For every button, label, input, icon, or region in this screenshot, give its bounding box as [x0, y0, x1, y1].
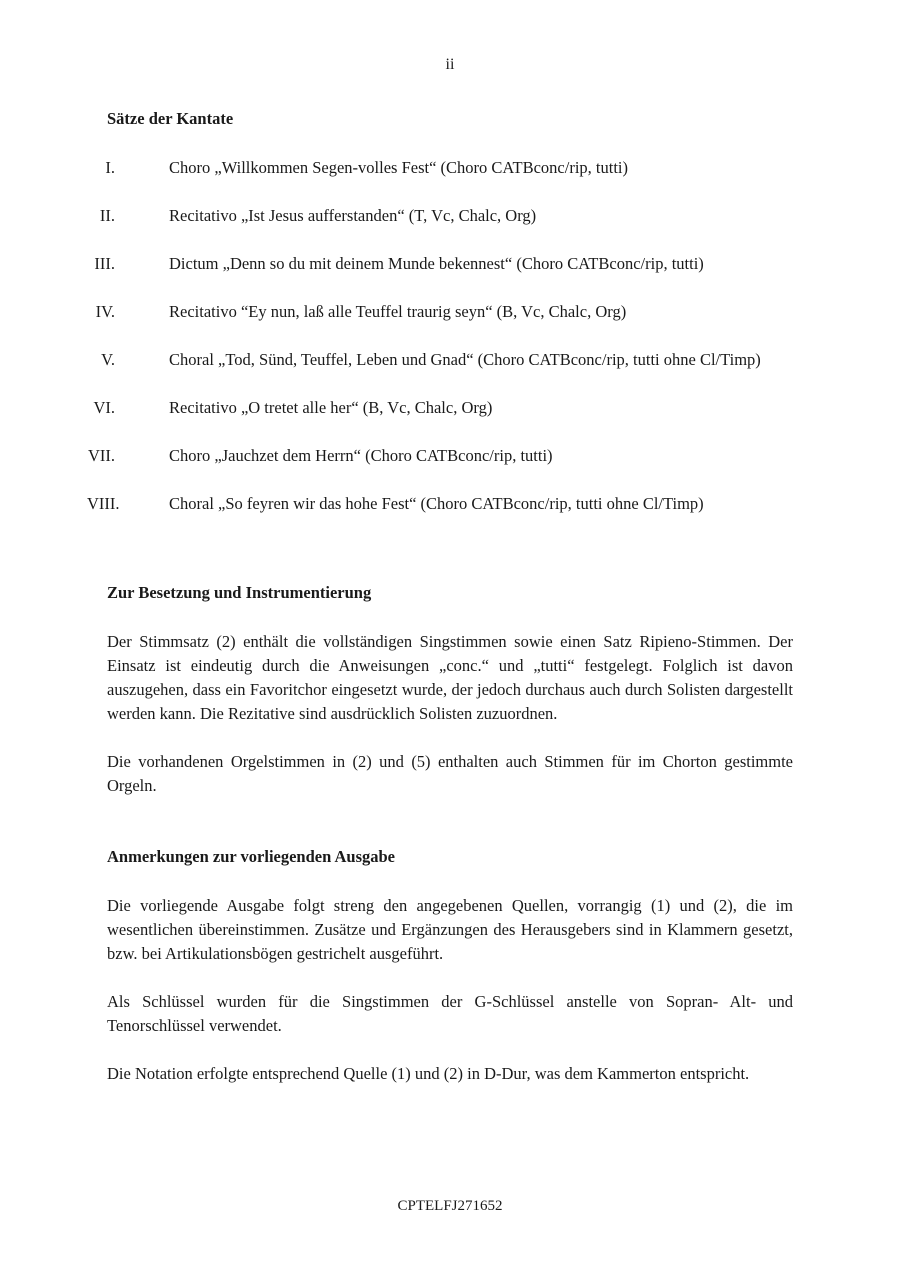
- movement-item: [99, 204, 793, 228]
- movement-numeral: II.: [99, 206, 115, 225]
- page-number: ii: [445, 56, 455, 73]
- edition-notes-heading: Anmerkungen zur vorliegenden Ausgabe: [107, 847, 396, 866]
- movement-item: [94, 252, 793, 276]
- movement-numeral: III.: [94, 254, 115, 273]
- edition-paragraph: Die vorliegende Ausgabe folgt streng den angegebenen Quellen, vorrangig (1) und (2), die im wesentlichen übereinstimmen. Zusätze und Ergänzungen des Herausgebers sind in Klammern gesetzt, bzw. bei Artikulationsbögen gestrichelt ausgeführt.: [107, 896, 793, 963]
- edition-paragraph: Als Schlüssel wurden für die Singstimmen der G-Schlüssel anstelle von Sopran- Alt- und Tenorschlüssel verwendet.: [107, 992, 793, 1035]
- movement-title: Recitativo „O tretet alle her“ (B, Vc, Chalc, Org): [169, 398, 493, 417]
- movement-numeral: IV.: [95, 302, 115, 321]
- instrumentation-paragraph: Der Stimmsatz (2) enthält die vollständigen Singstimmen sowie einen Satz Ripieno-Stimmen. Der Einsatz ist eindeutig durch die Anweisungen „conc.“ und „tutti“ festgelegt. Folglich ist davon auszugehen, dass ein Favoritchor eingesetzt wurde, der jedoch durchaus auch durch Solisten dargestellt werden kann. Die Rezitative sind ausdrücklich Solisten zuzuordnen.: [107, 632, 793, 723]
- document-body: [87, 108, 793, 1086]
- edition-paragraph: Die Notation erfolgte entsprechend Quelle (1) und (2) in D-Dur, was dem Kammerton entspricht.: [107, 1064, 750, 1083]
- movement-title: Recitativo “Ey nun, laß alle Teuffel traurig seyn“ (B, Vc, Chalc, Org): [169, 302, 627, 321]
- movement-title: Choro „Willkommen Segen-volles Fest“ (Choro CATBconc/rip, tutti): [169, 158, 628, 177]
- movements-heading: Sätze der Kantate: [107, 109, 234, 128]
- instrumentation-heading: Zur Besetzung und Instrumentierung: [107, 583, 372, 602]
- movement-title: Dictum „Denn so du mit deinem Munde bekennest“ (Choro CATBconc/rip, tutti): [169, 254, 704, 273]
- movement-title: Choral „So feyren wir das hohe Fest“ (Choro CATBconc/rip, tutti ohne Cl/Timp): [169, 494, 704, 513]
- movement-numeral: I.: [105, 158, 115, 177]
- movement-numeral: V.: [101, 350, 115, 369]
- movement-list: [87, 156, 793, 516]
- movement-numeral: VII.: [87, 446, 115, 465]
- movement-item: [93, 396, 793, 420]
- movement-numeral: VIII.: [87, 494, 120, 513]
- movement-item: [87, 492, 793, 516]
- movement-title: Choral „Tod, Sünd, Teuffel, Leben und Gnad“ (Choro CATBconc/rip, tutti ohne Cl/Timp): [169, 350, 761, 369]
- movement-title: Recitativo „Ist Jesus aufferstanden“ (T, Vc, Chalc, Org): [169, 206, 537, 225]
- movement-item: [87, 444, 793, 468]
- movement-numeral: VI.: [93, 398, 115, 417]
- movement-item: [95, 300, 793, 324]
- movement-item: [101, 348, 793, 372]
- movement-title: Choro „Jauchzet dem Herrn“ (Choro CATBconc/rip, tutti): [169, 446, 553, 465]
- footer-code: CPTELFJ271652: [397, 1198, 503, 1214]
- instrumentation-paragraph: Die vorhandenen Orgelstimmen in (2) und (5) enthalten auch Stimmen für im Chorton gestimmte Orgeln.: [107, 752, 793, 795]
- movement-item: [107, 156, 793, 180]
